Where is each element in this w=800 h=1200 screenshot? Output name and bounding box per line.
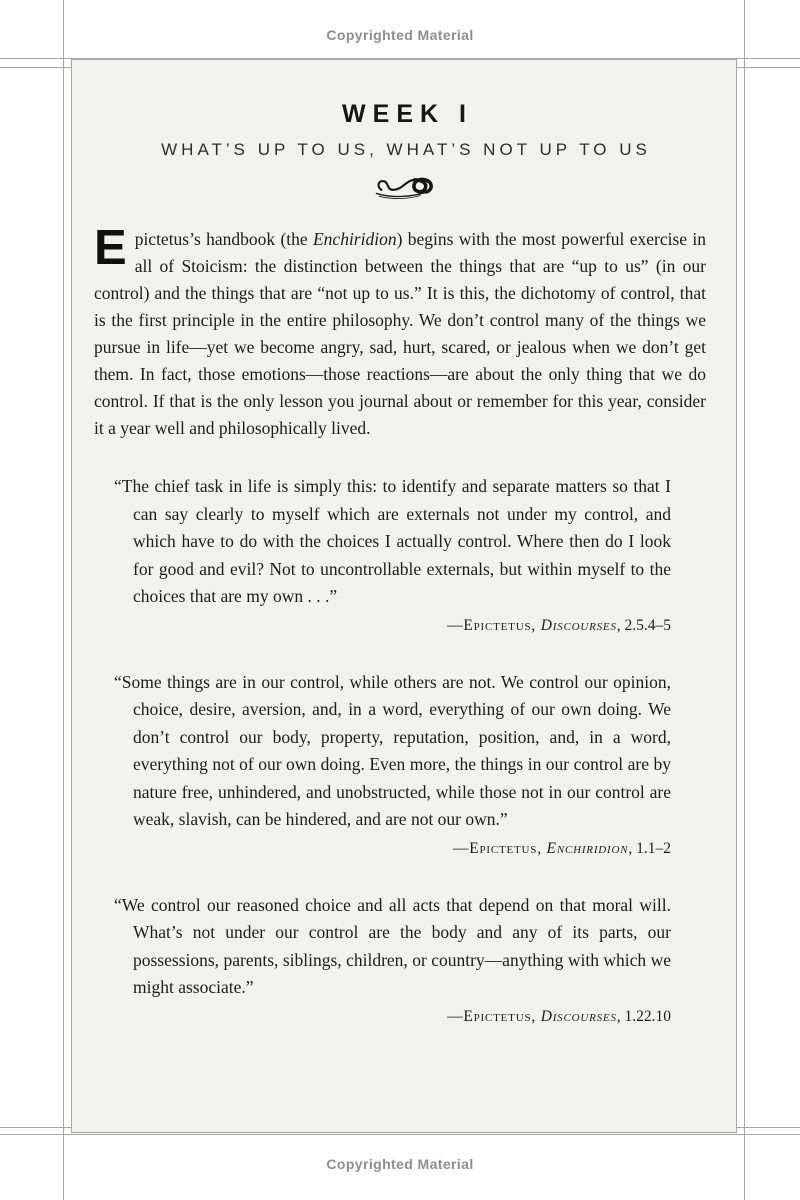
intro-paragraph [94,221,706,442]
quote-block-2 [114,669,671,861]
crop-line-margin-top-right [737,67,800,68]
crop-line-vertical-left [63,0,64,1200]
flourish-ornament-icon [72,171,736,205]
chapter-subtitle: WHAT’S UP TO US, WHAT’S NOT UP TO US [161,140,651,159]
crop-line-margin-bottom-right [737,1127,800,1128]
quote-text: “The chief task in life is simply this: to identify and separate matters so that I can say clearly to myself which are externals not under my control, and which have to do with the choices I actually control. Where then do I look for good and evil? Not to uncontrollable externals, but within myself to the choices that are my own . . .” [114,476,671,606]
attribution-reference: , 1.22.10 [616,1007,671,1025]
quote-attribution [114,1005,671,1029]
attribution-reference: , 1.1–2 [628,839,671,857]
attribution-author: —Epictetus, [447,616,541,634]
week-heading: WEEK I [342,100,473,128]
quote-attribution [114,614,671,638]
intro-text-body: ) begins with the most powerful exercise in all of Stoicism: the distinction between the things that are “up to us” (in our control) and the things that are “not up to us.” It is this, the dichotomy of control, that is the first principle in the entire philosophy. We don’t control many of the things we pursue in life—yet we become angry, sad, hurt, scared, or jealous when we don’t get them. In fact, those emotions—those reactions—are about the only thing that we do control. If that is the only lesson you journal about or remember for this year, consider it a year well and philosophically lived. [94,229,706,438]
attribution-author: —Epictetus, [452,839,547,857]
quote-block-1 [114,473,671,638]
quote-text: “Some things are in our control, while others are not. We control our opinion, choice, desire, aversion, and, in a word, everything of our own doing. We don’t control our body, property, reputation, position, and, in a word, everything not of our own doing. Even more, the things in our control are by nature free, unhindered, and unobstructed, while those not in our control are weak, slavish, can be hindered, and are not our own.” [114,671,671,829]
crop-line-margin-top-left [0,67,71,68]
crop-line-margin-bottom-left [0,1127,71,1128]
attribution-reference: , 2.5.4–5 [616,616,671,634]
quote-text: “We control our reasoned choice and all acts that depend on that moral will. What’s not under our control are the body and any of its parts, our possessions, parents, siblings, children, or country—anything with which we might associate.” [114,894,671,997]
attribution-work: Discourses [540,1007,617,1025]
drop-cap: E [94,221,127,275]
intro-italic-term: Enchiridion [312,229,397,249]
attribution-author: —Epictetus, [447,1007,541,1025]
copyright-notice-top: Copyrighted Material [326,27,474,43]
intro-text-lead: pictetus’s handbook (the [134,229,313,249]
attribution-work: Enchiridion [546,839,629,857]
attribution-work: Discourses [540,616,617,634]
crop-line-vertical-right [744,0,745,1200]
quote-attribution [114,837,671,861]
crop-line-horizontal-bottom [0,1134,800,1135]
quote-block-3 [114,892,671,1029]
book-page [71,59,737,1133]
copyright-notice-bottom: Copyrighted Material [326,1156,474,1172]
